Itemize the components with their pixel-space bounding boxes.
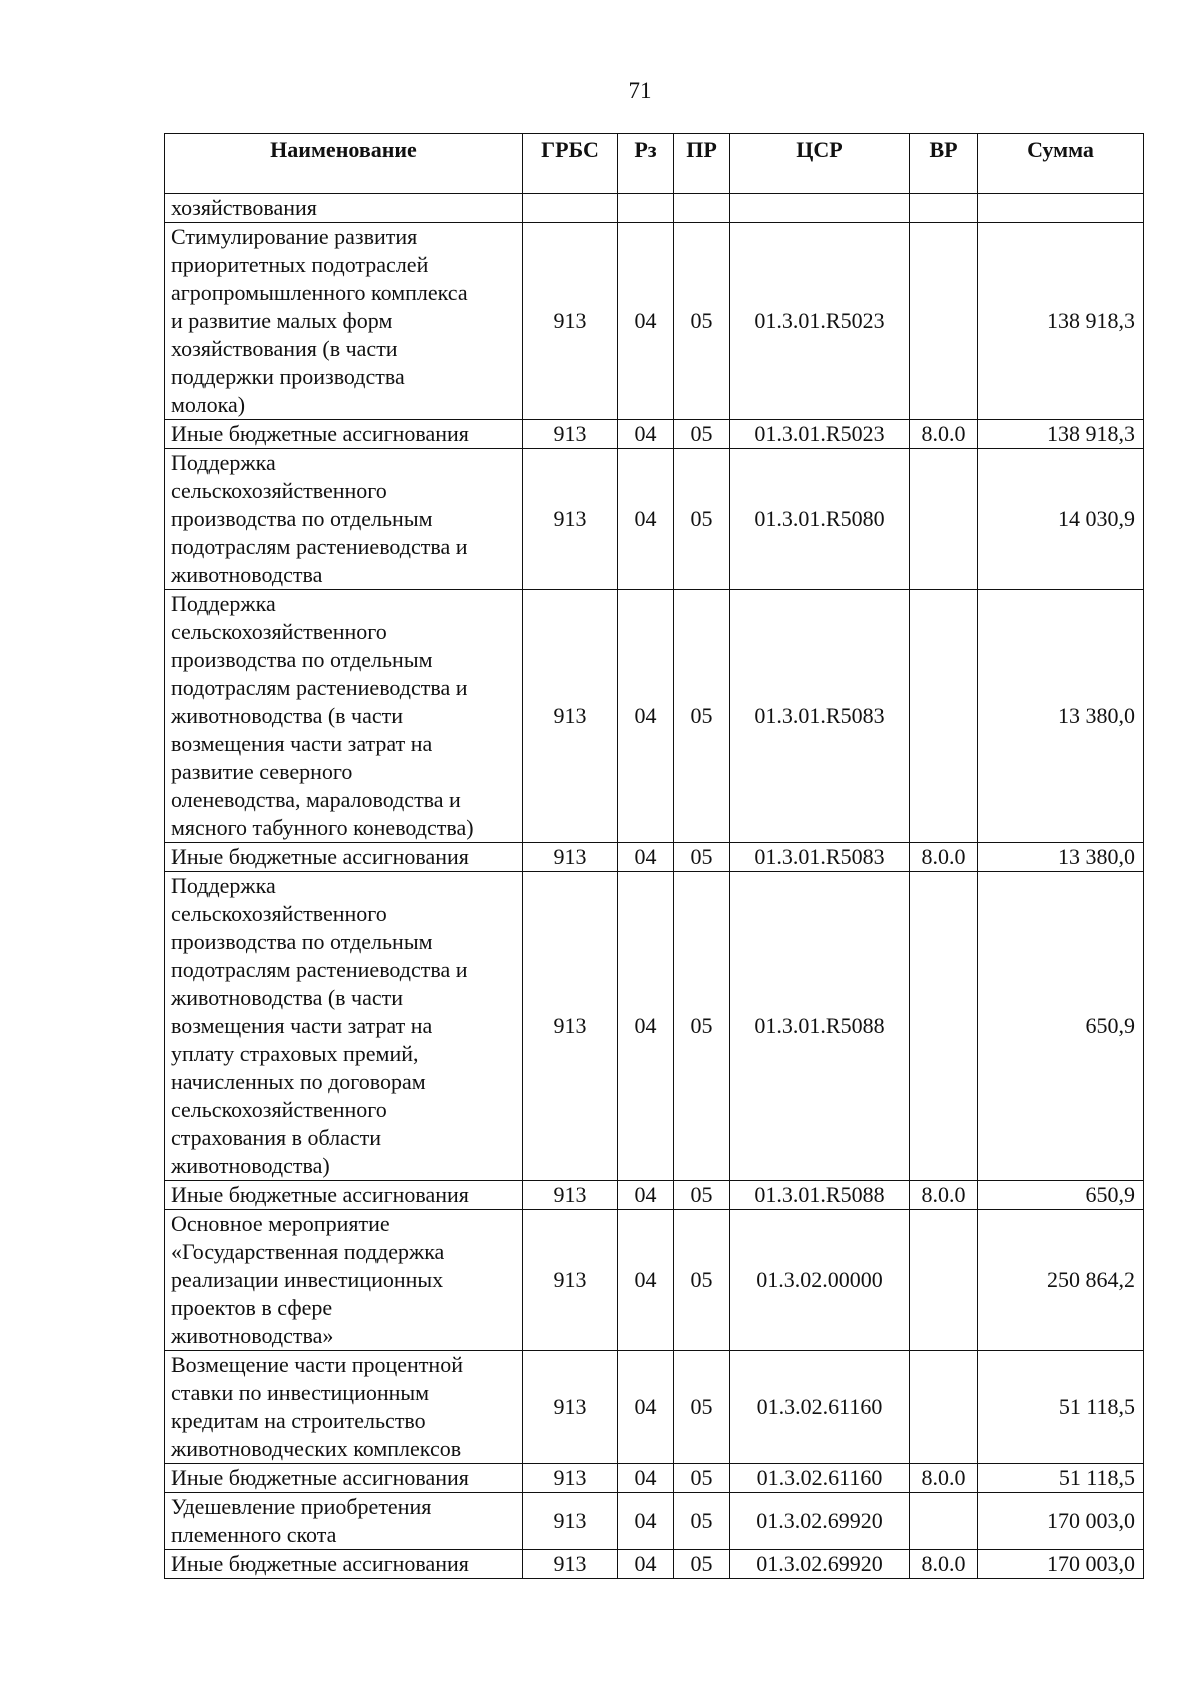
cell-csr: 01.3.01.R5088	[730, 872, 910, 1181]
cell-rz: 04	[618, 843, 674, 872]
cell-pr: 05	[674, 420, 730, 449]
cell-name: Поддержка сельскохозяйственного производства по отдельным подотраслям растениеводства и животноводства	[165, 449, 523, 590]
cell-csr: 01.3.02.00000	[730, 1210, 910, 1351]
cell-csr: 01.3.02.61160	[730, 1351, 910, 1464]
cell-sum: 170 003,0	[978, 1493, 1144, 1550]
cell-grbs: 913	[523, 1351, 618, 1464]
cell-sum: 51 118,5	[978, 1351, 1144, 1464]
cell-grbs: 913	[523, 1210, 618, 1351]
cell-pr: 05	[674, 223, 730, 420]
cell-pr: 05	[674, 449, 730, 590]
table-row	[165, 420, 1144, 449]
cell-vr: 8.0.0	[910, 1464, 978, 1493]
cell-name: Иные бюджетные ассигнования	[165, 420, 523, 449]
table-row	[165, 194, 1144, 223]
cell-vr	[910, 590, 978, 843]
table-row	[165, 590, 1144, 843]
cell-rz: 04	[618, 420, 674, 449]
cell-name: Иные бюджетные ассигнования	[165, 1181, 523, 1210]
cell-rz	[618, 194, 674, 223]
cell-sum: 170 003,0	[978, 1550, 1144, 1579]
cell-name: Возмещение части процентной ставки по инвестиционным кредитам на строительство животноводческих комплексов	[165, 1351, 523, 1464]
header-row	[165, 134, 1144, 194]
table-row	[165, 1181, 1144, 1210]
cell-name: Иные бюджетные ассигнования	[165, 1464, 523, 1493]
cell-sum: 650,9	[978, 872, 1144, 1181]
cell-rz: 04	[618, 1464, 674, 1493]
header-name: Наименование	[165, 134, 523, 194]
header-grbs: ГРБС	[523, 134, 618, 194]
cell-pr: 05	[674, 1181, 730, 1210]
cell-pr: 05	[674, 843, 730, 872]
cell-csr: 01.3.01.R5080	[730, 449, 910, 590]
cell-grbs: 913	[523, 1493, 618, 1550]
cell-csr: 01.3.01.R5023	[730, 420, 910, 449]
cell-vr: 8.0.0	[910, 843, 978, 872]
cell-csr: 01.3.02.69920	[730, 1493, 910, 1550]
cell-pr: 05	[674, 590, 730, 843]
cell-pr: 05	[674, 1493, 730, 1550]
cell-name: Удешевление приобретения племенного скота	[165, 1493, 523, 1550]
table-row	[165, 843, 1144, 872]
table-row	[165, 1493, 1144, 1550]
cell-pr: 05	[674, 872, 730, 1181]
cell-grbs: 913	[523, 590, 618, 843]
cell-grbs: 913	[523, 1464, 618, 1493]
cell-grbs: 913	[523, 420, 618, 449]
cell-sum: 14 030,9	[978, 449, 1144, 590]
table-row	[165, 223, 1144, 420]
cell-vr: 8.0.0	[910, 1550, 978, 1579]
cell-sum	[978, 194, 1144, 223]
cell-sum: 13 380,0	[978, 590, 1144, 843]
cell-name: Поддержка сельскохозяйственного производства по отдельным подотраслям растениеводства и животноводства (в части возмещения части затрат на уплату страховых премий, начисленных по договорам сельскохозяйственного страхования в области животноводства)	[165, 872, 523, 1181]
cell-vr	[910, 1210, 978, 1351]
cell-rz: 04	[618, 1210, 674, 1351]
budget-table	[164, 133, 1144, 1579]
cell-csr: 01.3.02.69920	[730, 1550, 910, 1579]
cell-vr: 8.0.0	[910, 1181, 978, 1210]
table-row	[165, 872, 1144, 1181]
cell-pr: 05	[674, 1351, 730, 1464]
table-row	[165, 449, 1144, 590]
cell-grbs: 913	[523, 1550, 618, 1579]
header-rz: Рз	[618, 134, 674, 194]
cell-sum: 650,9	[978, 1181, 1144, 1210]
cell-csr: 01.3.01.R5083	[730, 590, 910, 843]
cell-pr: 05	[674, 1550, 730, 1579]
cell-name: Поддержка сельскохозяйственного производства по отдельным подотраслям растениеводства и животноводства (в части возмещения части затрат на развитие северного оленеводства, мараловодства и мясного табунного коневодства)	[165, 590, 523, 843]
cell-grbs: 913	[523, 223, 618, 420]
cell-name: Иные бюджетные ассигнования	[165, 843, 523, 872]
cell-csr: 01.3.01.R5023	[730, 223, 910, 420]
cell-csr: 01.3.01.R5088	[730, 1181, 910, 1210]
cell-grbs: 913	[523, 872, 618, 1181]
cell-name: Стимулирование развития приоритетных подотраслей агропромышленного комплекса и развитие малых форм хозяйствования (в части поддержки производства молока)	[165, 223, 523, 420]
cell-name: хозяйствования	[165, 194, 523, 223]
cell-grbs: 913	[523, 449, 618, 590]
table-row	[165, 1351, 1144, 1464]
cell-grbs	[523, 194, 618, 223]
cell-csr: 01.3.01.R5083	[730, 843, 910, 872]
cell-csr: 01.3.02.61160	[730, 1464, 910, 1493]
cell-sum: 13 380,0	[978, 843, 1144, 872]
cell-csr	[730, 194, 910, 223]
cell-rz: 04	[618, 872, 674, 1181]
table-row	[165, 1550, 1144, 1579]
header-vr: ВР	[910, 134, 978, 194]
cell-rz: 04	[618, 1181, 674, 1210]
table-body	[165, 194, 1144, 1579]
cell-sum: 51 118,5	[978, 1464, 1144, 1493]
cell-vr	[910, 1493, 978, 1550]
cell-name: Основное мероприятие «Государственная поддержка реализации инвестиционных проектов в сфере животноводства»	[165, 1210, 523, 1351]
table-row	[165, 1464, 1144, 1493]
cell-grbs: 913	[523, 843, 618, 872]
cell-rz: 04	[618, 1493, 674, 1550]
cell-sum: 138 918,3	[978, 420, 1144, 449]
cell-vr	[910, 194, 978, 223]
cell-vr: 8.0.0	[910, 420, 978, 449]
cell-rz: 04	[618, 1351, 674, 1464]
cell-sum: 250 864,2	[978, 1210, 1144, 1351]
header-csr: ЦСР	[730, 134, 910, 194]
cell-pr: 05	[674, 1210, 730, 1351]
header-sum: Сумма	[978, 134, 1144, 194]
cell-grbs: 913	[523, 1181, 618, 1210]
cell-vr	[910, 1351, 978, 1464]
cell-rz: 04	[618, 1550, 674, 1579]
cell-sum: 138 918,3	[978, 223, 1144, 420]
table-row	[165, 1210, 1144, 1351]
cell-rz: 04	[618, 590, 674, 843]
cell-vr	[910, 872, 978, 1181]
cell-name: Иные бюджетные ассигнования	[165, 1550, 523, 1579]
cell-pr	[674, 194, 730, 223]
cell-rz: 04	[618, 449, 674, 590]
header-pr: ПР	[674, 134, 730, 194]
cell-pr: 05	[674, 1464, 730, 1493]
cell-vr	[910, 223, 978, 420]
cell-rz: 04	[618, 223, 674, 420]
page-number: 71	[628, 78, 652, 103]
cell-vr	[910, 449, 978, 590]
